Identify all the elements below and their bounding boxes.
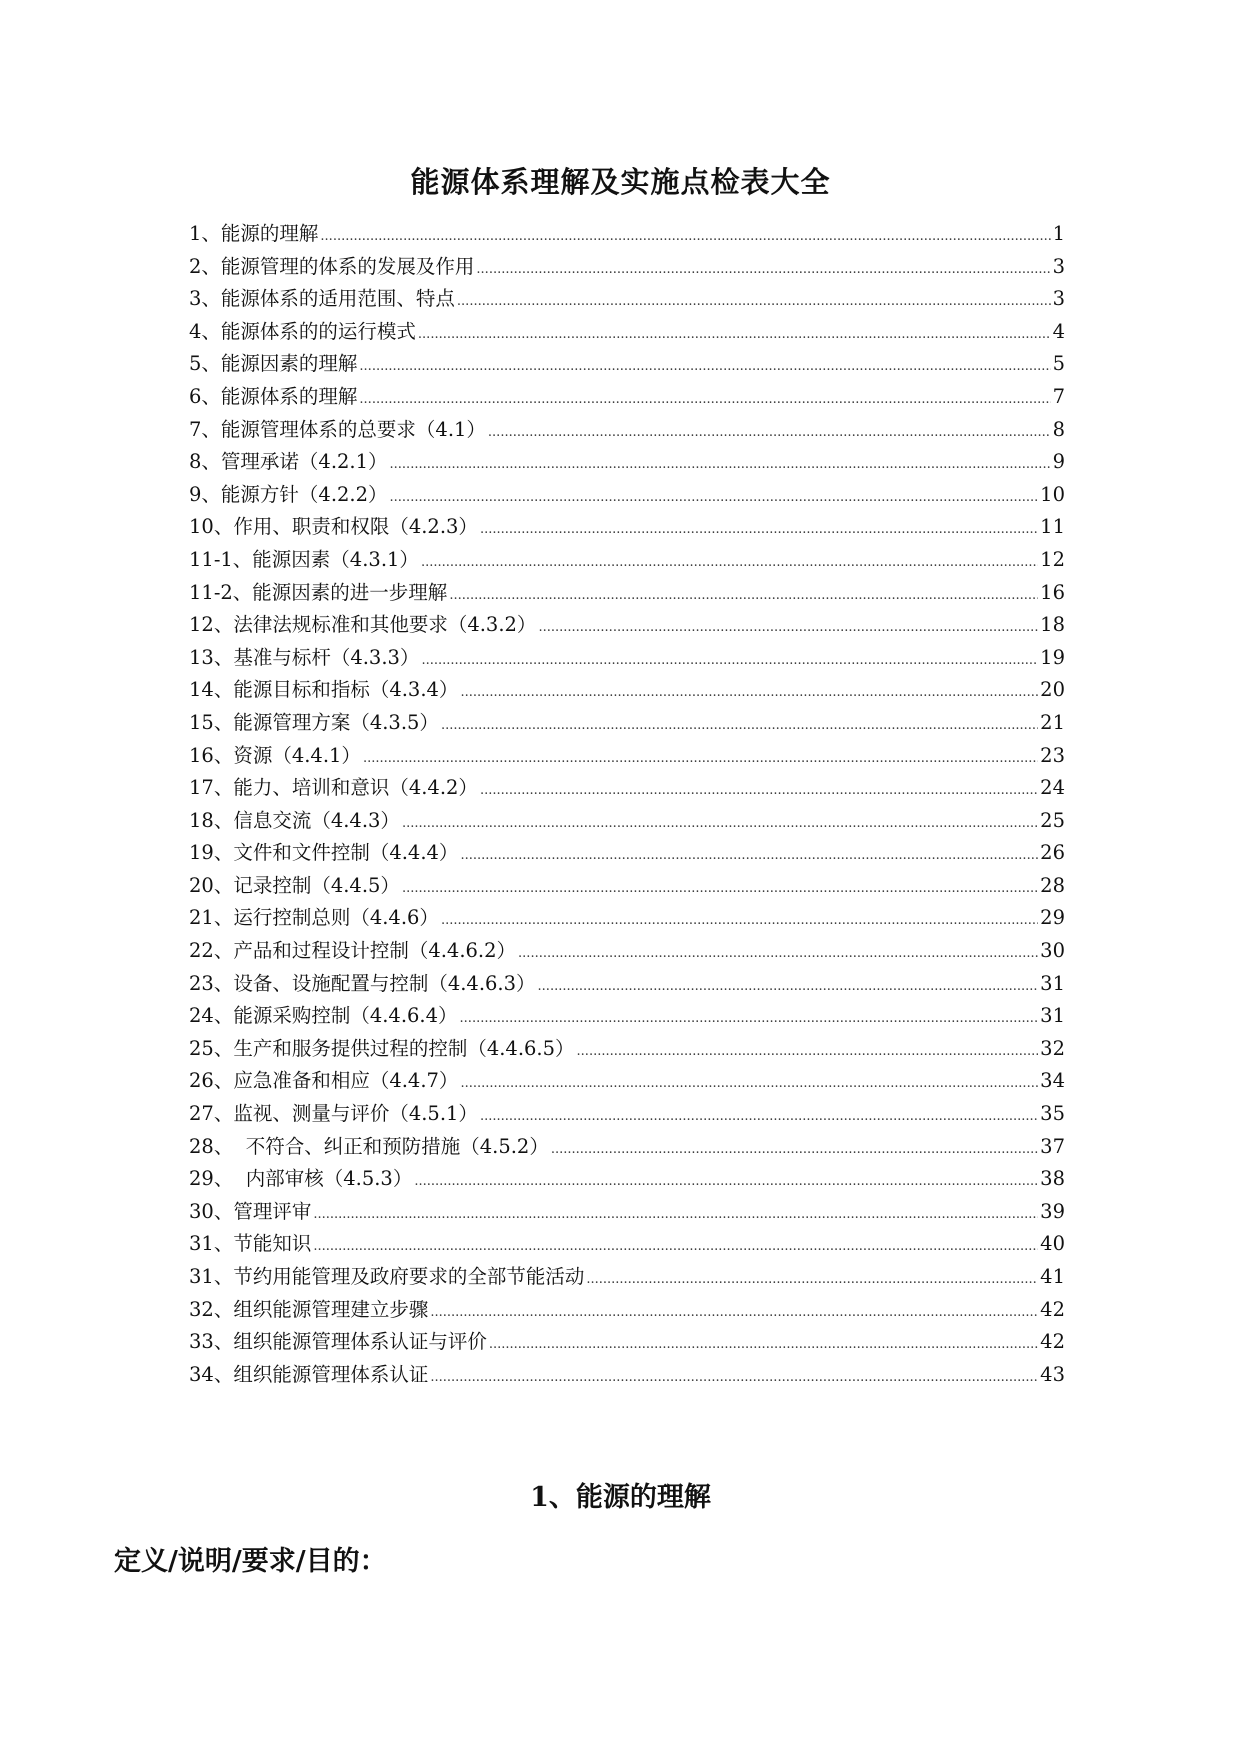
toc-entry[interactable] <box>189 1131 1065 1164</box>
toc-entry-page-number: 3 <box>1052 254 1065 278</box>
toc-entry-page-number: 10 <box>1040 482 1065 506</box>
toc-entry[interactable] <box>189 935 1065 968</box>
toc-entry[interactable] <box>189 1326 1065 1359</box>
toc-entry-label: 17、能力、培训和意识（4.4.2） <box>189 776 478 800</box>
toc-entry-page-number: 40 <box>1040 1232 1065 1256</box>
toc-entry[interactable] <box>189 511 1065 544</box>
toc-entry[interactable] <box>189 740 1065 773</box>
toc-entry-label: 24、能源采购控制（4.4.6.4） <box>189 1004 458 1028</box>
toc-entry[interactable] <box>189 1294 1065 1327</box>
toc-entry-page-number: 11 <box>1040 515 1065 539</box>
toc-dot-leader <box>449 577 1038 613</box>
toc-entry-label: 34、组织能源管理体系认证 <box>189 1362 429 1386</box>
toc-entry-label: 10、作用、职责和权限（4.2.3） <box>189 515 478 539</box>
toc-dot-leader <box>586 1261 1038 1297</box>
toc-dot-leader <box>538 609 1038 645</box>
toc-entry-label: 32、组织能源管理建立步骤 <box>189 1297 429 1321</box>
toc-entry[interactable] <box>189 479 1065 512</box>
toc-dot-leader <box>430 1294 1038 1330</box>
section-subheading: 定义/说明/要求/目的： <box>114 1546 387 1577</box>
toc-entry[interactable] <box>189 316 1065 349</box>
toc-entry[interactable] <box>189 414 1065 447</box>
toc-entry-page-number: 38 <box>1040 1167 1065 1191</box>
toc-dot-leader <box>430 1359 1038 1395</box>
toc-entry-label: 18、信息交流（4.4.3） <box>189 808 400 832</box>
toc-entry[interactable] <box>189 1196 1065 1229</box>
toc-entry-page-number: 31 <box>1040 1004 1065 1028</box>
toc-dot-leader <box>313 1196 1038 1232</box>
toc-dot-leader <box>441 707 1038 743</box>
toc-entry-page-number: 8 <box>1052 417 1065 441</box>
toc-entry-page-number: 42 <box>1040 1330 1065 1354</box>
toc-entry-label: 14、能源目标和指标（4.3.4） <box>189 678 459 702</box>
toc-dot-leader <box>460 1065 1038 1101</box>
toc-entry-page-number: 43 <box>1040 1362 1065 1386</box>
toc-entry-page-number: 18 <box>1040 613 1065 637</box>
toc-entry-page-number: 31 <box>1040 971 1065 995</box>
toc-dot-leader <box>538 968 1039 1004</box>
toc-entry[interactable] <box>189 577 1065 610</box>
toc-entry-label: 28、 不符合、纠正和预防措施（4.5.2） <box>189 1134 549 1158</box>
toc-entry-page-number: 1 <box>1052 222 1065 245</box>
toc-entry[interactable] <box>189 902 1065 935</box>
toc-entry-page-number: 25 <box>1040 808 1065 832</box>
toc-entry-label: 1、能源的理解 <box>189 222 319 245</box>
toc-entry-label: 7、能源管理体系的总要求（4.1） <box>189 417 486 441</box>
toc-entry[interactable] <box>189 1033 1065 1066</box>
toc-entry[interactable] <box>189 1000 1065 1033</box>
toc-dot-leader <box>577 1033 1039 1069</box>
toc-dot-leader <box>320 218 1050 254</box>
toc-entry[interactable] <box>189 805 1065 838</box>
toc-entry[interactable] <box>189 1359 1065 1392</box>
toc-entry[interactable] <box>189 251 1065 284</box>
toc-dot-leader <box>457 283 1051 319</box>
toc-entry-page-number: 35 <box>1040 1102 1065 1126</box>
toc-entry-page-number: 30 <box>1040 939 1065 963</box>
toc-entry-label: 12、法律法规标准和其他要求（4.3.2） <box>189 613 537 637</box>
toc-dot-leader <box>480 511 1038 547</box>
toc-entry-label: 4、能源体系的的运行模式 <box>189 319 416 343</box>
toc-entry-page-number: 28 <box>1040 873 1065 897</box>
toc-entry-page-number: 26 <box>1040 841 1065 865</box>
toc-entry-label: 25、生产和服务提供过程的控制（4.4.6.5） <box>189 1036 575 1060</box>
toc-entry-page-number: 19 <box>1040 645 1065 669</box>
toc-entry-label: 6、能源体系的理解 <box>189 384 358 408</box>
toc-entry[interactable] <box>189 381 1065 414</box>
toc-dot-leader <box>480 1098 1038 1134</box>
toc-dot-leader <box>460 837 1038 873</box>
toc-entry-label: 9、能源方针（4.2.2） <box>189 482 388 506</box>
toc-entry-label: 30、管理评审 <box>189 1199 312 1223</box>
toc-dot-leader <box>414 1163 1038 1199</box>
toc-dot-leader <box>421 642 1038 678</box>
toc-entry-label: 21、运行控制总则（4.4.6） <box>189 906 439 930</box>
toc-entry[interactable] <box>189 544 1065 577</box>
table-of-contents <box>189 218 1065 1391</box>
toc-entry-label: 5、能源因素的理解 <box>189 352 358 376</box>
toc-dot-leader <box>551 1131 1038 1167</box>
toc-entry-page-number: 7 <box>1052 384 1065 408</box>
toc-entry[interactable] <box>189 870 1065 903</box>
toc-entry[interactable] <box>189 707 1065 740</box>
toc-entry-label: 11-1、能源因素（4.3.1） <box>189 547 419 571</box>
toc-entry-page-number: 39 <box>1040 1199 1065 1223</box>
document-title: 能源体系理解及实施点检表大全 <box>410 165 831 199</box>
toc-dot-leader <box>488 414 1051 450</box>
toc-entry-label: 27、监视、测量与评价（4.5.1） <box>189 1102 478 1126</box>
toc-dot-leader <box>460 674 1038 710</box>
toc-dot-leader <box>359 348 1050 384</box>
toc-dot-leader <box>390 446 1051 482</box>
toc-entry-page-number: 32 <box>1040 1036 1065 1060</box>
toc-dot-leader <box>489 1326 1038 1362</box>
toc-dot-leader <box>418 316 1051 352</box>
toc-entry-page-number: 37 <box>1040 1134 1065 1158</box>
toc-dot-leader <box>313 1228 1038 1264</box>
toc-entry-label: 16、资源（4.4.1） <box>189 743 361 767</box>
toc-entry-page-number: 41 <box>1040 1265 1065 1288</box>
toc-entry-label: 2、能源管理的体系的发展及作用 <box>189 254 475 278</box>
toc-entry-page-number: 9 <box>1052 450 1065 474</box>
toc-entry-label: 23、设备、设施配置与控制（4.4.6.3） <box>189 971 536 995</box>
toc-entry-label: 31、节能知识 <box>189 1232 312 1256</box>
toc-entry-page-number: 42 <box>1040 1297 1065 1321</box>
toc-dot-leader <box>390 479 1039 515</box>
toc-entry[interactable] <box>189 283 1065 316</box>
toc-entry-label: 19、文件和文件控制（4.4.4） <box>189 841 459 865</box>
toc-entry[interactable] <box>189 1163 1065 1196</box>
toc-entry-label: 8、管理承诺（4.2.1） <box>189 450 388 474</box>
toc-entry[interactable] <box>189 609 1065 642</box>
toc-dot-leader <box>460 1000 1039 1036</box>
toc-entry-label: 26、应急准备和相应（4.4.7） <box>189 1069 459 1093</box>
toc-entry-label: 22、产品和过程设计控制（4.4.6.2） <box>189 939 517 963</box>
toc-entry[interactable] <box>189 446 1065 479</box>
toc-dot-leader <box>421 544 1038 580</box>
toc-entry-page-number: 29 <box>1040 906 1065 930</box>
toc-entry[interactable] <box>189 1065 1065 1098</box>
toc-entry[interactable] <box>189 218 1065 251</box>
toc-entry-page-number: 5 <box>1052 352 1065 376</box>
toc-entry-page-number: 12 <box>1040 547 1065 571</box>
toc-entry-page-number: 16 <box>1040 580 1065 604</box>
toc-entry-label: 29、 内部审核（4.5.3） <box>189 1167 413 1191</box>
toc-entry-page-number: 3 <box>1052 287 1065 311</box>
toc-dot-leader <box>402 805 1038 841</box>
toc-entry-label: 3、能源体系的适用范围、特点 <box>189 287 455 311</box>
toc-entry[interactable] <box>189 674 1065 707</box>
toc-entry[interactable] <box>189 772 1065 805</box>
toc-dot-leader <box>480 772 1038 808</box>
toc-entry-page-number: 20 <box>1040 678 1065 702</box>
toc-entry-page-number: 23 <box>1040 743 1065 767</box>
toc-entry-label: 31、节约用能管理及政府要求的全部节能活动 <box>189 1265 585 1288</box>
toc-dot-leader <box>363 740 1038 776</box>
toc-entry[interactable] <box>189 1228 1065 1261</box>
toc-entry-label: 11-2、能源因素的进一步理解 <box>189 580 448 604</box>
toc-entry[interactable] <box>189 837 1065 870</box>
toc-entry[interactable] <box>189 348 1065 381</box>
toc-dot-leader <box>518 935 1038 971</box>
toc-entry-page-number: 24 <box>1040 776 1065 800</box>
toc-entry-label: 13、基准与标杆（4.3.3） <box>189 645 420 669</box>
toc-entry-page-number: 34 <box>1040 1069 1065 1093</box>
toc-entry[interactable] <box>189 1098 1065 1131</box>
toc-entry[interactable] <box>189 1261 1065 1294</box>
toc-entry-label: 15、能源管理方案（4.3.5） <box>189 710 439 734</box>
toc-entry-page-number: 21 <box>1040 710 1065 734</box>
toc-dot-leader <box>441 902 1038 938</box>
toc-dot-leader <box>476 251 1050 287</box>
toc-entry-label: 20、记录控制（4.4.5） <box>189 873 400 897</box>
toc-dot-leader <box>359 381 1050 417</box>
toc-entry[interactable] <box>189 642 1065 675</box>
toc-entry[interactable] <box>189 968 1065 1001</box>
toc-entry-label: 33、组织能源管理体系认证与评价 <box>189 1330 487 1354</box>
toc-dot-leader <box>402 870 1038 906</box>
section-heading: 1、能源的理解 <box>530 1482 711 1513</box>
toc-entry-page-number: 4 <box>1052 319 1065 343</box>
